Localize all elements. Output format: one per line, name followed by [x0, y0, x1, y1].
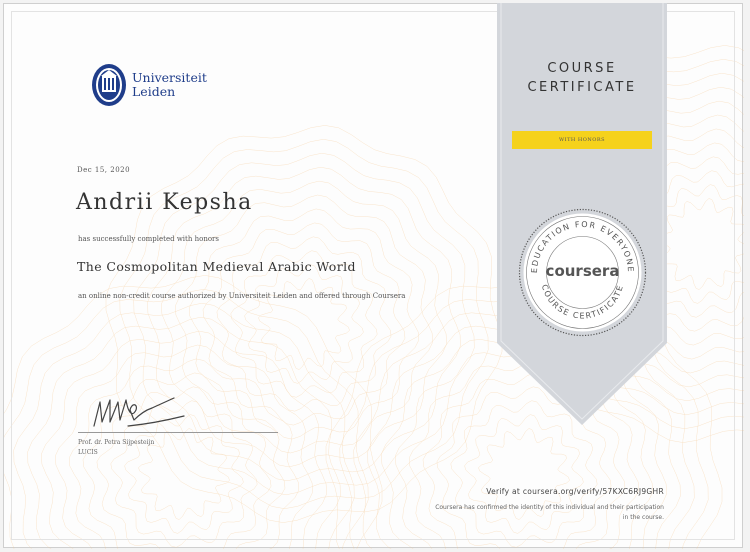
verification-url: Verify at coursera.org/verify/57KXC6RJ9GHR: [486, 487, 664, 496]
ribbon-title-line1: COURSE: [547, 61, 617, 76]
verification-note: Coursera has confirmed the identity of this individual and their participation in the course.: [435, 504, 664, 521]
recipient-name: Andrii Kepsha: [76, 190, 253, 215]
coursera-logo-text: coursera: [545, 262, 620, 280]
university-name-line2: Leiden: [132, 84, 176, 99]
honors-banner: WITH HONORS: [512, 131, 652, 149]
signature-image: [88, 392, 188, 432]
ribbon-title-line2: CERTIFICATE: [527, 80, 637, 95]
university-logo: [90, 62, 207, 108]
badge-top-text: EDUCATION FOR EVERYONE: [529, 219, 636, 274]
signatory-affiliation: LUCIS: [78, 449, 98, 456]
badge-bottom-text: COURSE CERTIFICATE: [539, 283, 626, 321]
coursera-badge-seal: [515, 205, 650, 340]
course-title: The Cosmopolitan Medieval Arabic World: [77, 259, 356, 274]
university-seal-icon: [90, 62, 128, 108]
signatory: [78, 438, 154, 458]
completion-text: has successfully completed with honors: [78, 235, 219, 243]
university-name: [132, 71, 207, 99]
issue-date: Dec 15, 2020: [77, 166, 131, 174]
signatory-name: Prof. dr. Petra Sijpesteijn: [78, 439, 155, 446]
university-name-line1: Universiteit: [132, 70, 207, 85]
course-description: an online non-credit course authorized by Universiteit Leiden and offered through Coursera: [78, 292, 406, 300]
signature-line: [78, 432, 278, 433]
